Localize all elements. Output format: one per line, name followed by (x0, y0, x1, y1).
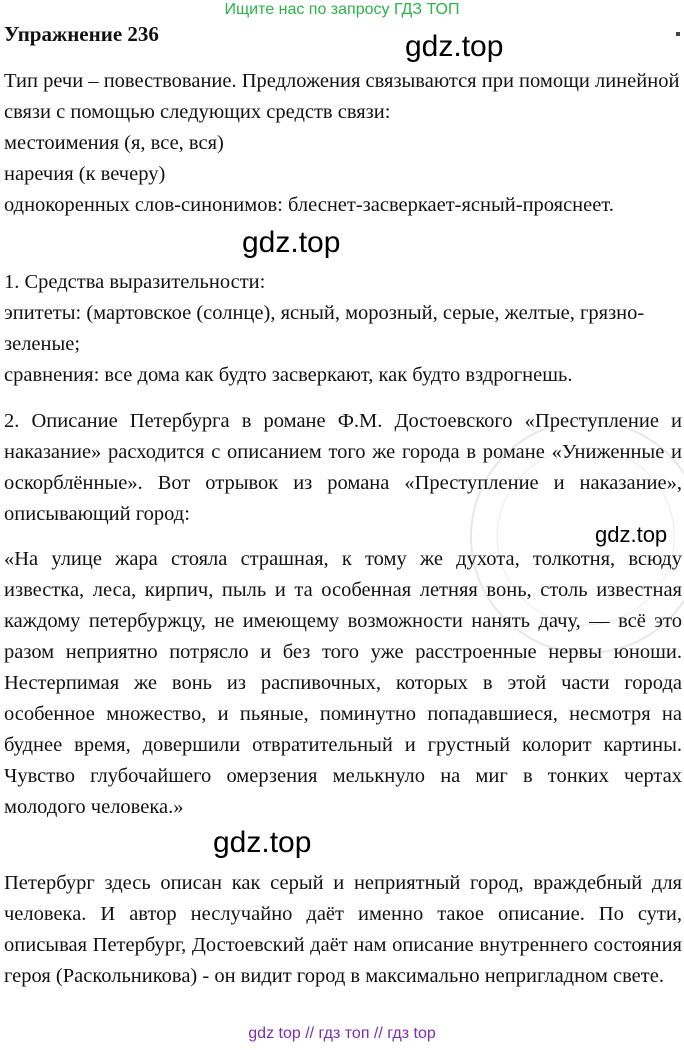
conclusion-paragraph: Петербург здесь описан как серый и неприятный город, враждебный для человека. И автор неслучайно даёт именно такое описание. По сути, описывая Петербург, Достоевский даёт нам описание внутреннего состояния героя (Раскольникова) - он видит город в максимально непригладном свете. (4, 872, 682, 987)
corner-mark (676, 32, 680, 36)
watermark: gdz.top (213, 826, 312, 859)
section1-line: сравнения: все дома как будто засверкают, как будто вздрогнешь. (4, 364, 573, 386)
exercise-title: Упражнение 236 (4, 22, 159, 46)
section1-block (4, 267, 682, 391)
intro-line: наречия (к вечеру) (4, 163, 166, 185)
watermark: gdz.top (595, 522, 668, 547)
intro-block (4, 66, 682, 221)
intro-line: однокоренных слов-синонимов: блеснет-засверкает-ясный-прояснеет. (4, 194, 614, 216)
footer-links[interactable]: gdz top // гдз топ // гдз top (248, 1025, 436, 1042)
section2-paragraph: 2. Описание Петербурга в романе Ф.М. Достоевского «Преступление и наказание» расходится с описанием того же города в романе «Униженные и оскорблённые». Вот отрывок из романа «Преступление и наказание», описывающий город: (4, 410, 682, 525)
watermark: gdz.top (405, 30, 504, 63)
section1-line: 1. Средства выразительности: (4, 271, 266, 293)
search-banner[interactable]: Ищите нас по запросу ГДЗ ТОП (224, 1, 460, 18)
watermark: gdz.top (242, 226, 341, 259)
intro-line: местоимения (я, все, вся) (4, 132, 224, 154)
section1-line: эпитеты: (мартовское (солнце), ясный, морозный, серые, желтые, грязно-зеленые; (4, 302, 645, 355)
intro-line: Тип речи – повествование. Предложения связываются при помощи линейной связи с помощью следующих средств связи: (4, 70, 680, 123)
quote-paragraph: «На улице жара стояла страшная, к тому же духота, толкотня, всюду известка, леса, кирпич, пыль и та особенная летняя вонь, столь известная каждому петербуржцу, не имеющему возможности нанять дачу, — всё это разом неприятно потрясло и без того уже расстроенные нервы юноши. Нестерпимая же вонь из распивочных, которых в этой части города особенное множество, и пьяные, поминутно попадавшиеся, несмотря на буднее время, довершили отвратительный и грустный колорит картины. Чувство глубочайшего омерзения мелькнуло на миг в тонких чертах молодого человека.» (4, 548, 682, 818)
